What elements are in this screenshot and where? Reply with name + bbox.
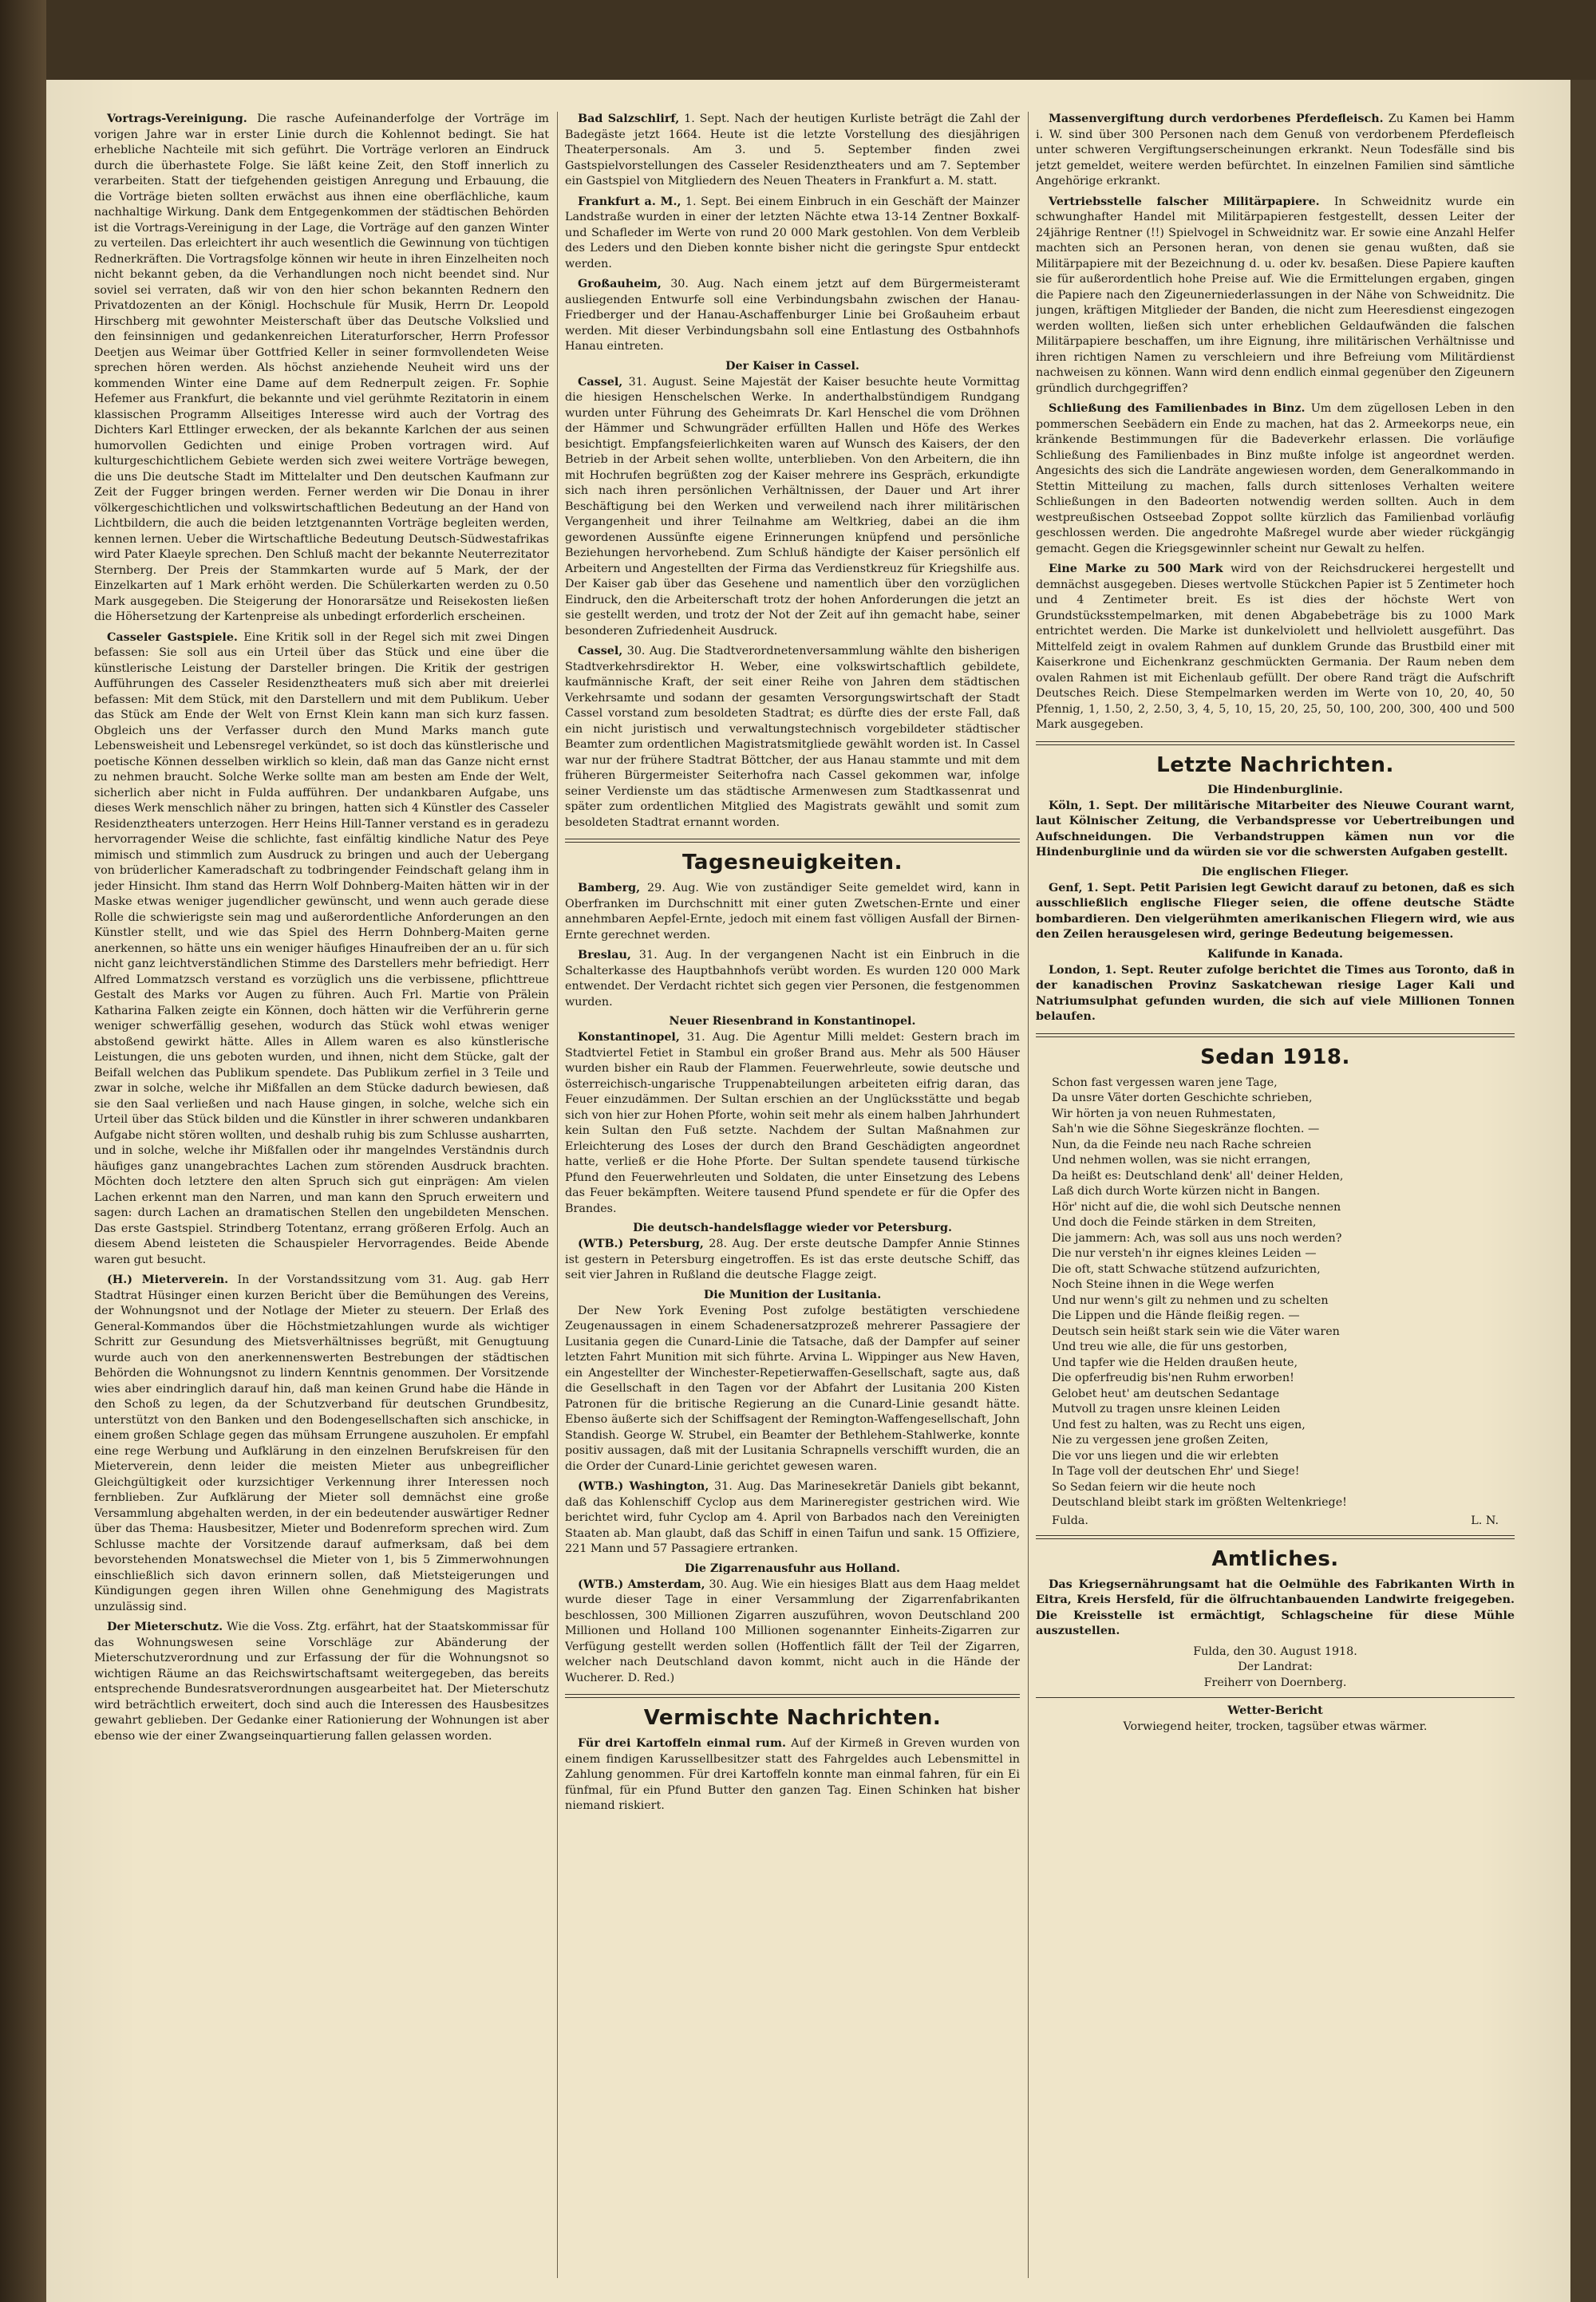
poem-line: Schon fast vergessen waren jene Tage, <box>1052 1076 1278 1089</box>
poem-line: Da heißt es: Deutschland denk' all' deiner Helden, <box>1052 1169 1344 1183</box>
article-frankfurt: Frankfurt a. M., 1. Sept. Bei einem Einbruch in ein Geschäft der Mainzer Landstraße wurden in einer der letzten Nächte etwa 13-14 Zentner Boxkalf- und Schafleder im Werte von rund 20 000 Mark gestohlen. Von dem Verbleib des Leders und den Dieben konnte bisher nicht die geringste Spur entdeckt werden. <box>565 195 1020 270</box>
section-divider <box>1036 1033 1515 1037</box>
article-salzschlirf: Bad Salzschlirf, 1. Sept. Nach der heutigen Kurliste beträgt die Zahl der Badegäste jetzt 1664. Heute ist die letzte Vorstellung des diesjährigen Theaterpersonals. Am 3. und 5. September finden zwei Gastspielvorstellungen des Casseler Residenztheaters und am 7. September ein Gastspiel von Mitgliedern des Neuen Theaters in Frankfurt a. M. statt. <box>565 113 1020 188</box>
poem-line: Nie zu vergessen jene großen Zeiten, <box>1052 1434 1269 1447</box>
article-stadtrat: Cassel, 30. Aug. Die Stadtverordnetenversammlung wählte den bisherigen Stadtverkehrsdirektor H. Weber, eine volkswirtschaftlich gebildete, kaufmännische Kraft, der seit einer Reihe von Jahren dem städtischen Verkehrsamte und sodann der gesamten Versorgungswirtschaft der Stadt Cassel vorstand zum besoldeten Stadtrat; es dürfte dies der erste Fall, daß ein nicht juristisch und verwaltungstechnisch vorgebildeter städtischer Beamter zum ordentlichen Magistratsmitgliede gewählt worden ist. In Cassel war nur der frühere Stadtrat Böttcher, der aus Hanau stammte und mit dem früheren Bürgermeister Seiterhofra nach Cassel gekommen war, infolge seiner Verdienste um das städtische Armenwesen zum Stadtkassenrat und später zum ordentlichen Mitglied des Magistrats gewählt und somit zum besoldeten Stadtrat ernannt worden. <box>565 645 1020 829</box>
section-divider <box>1036 741 1515 745</box>
poem-line: Sah'n wie die Söhne Siegeskränze flochten. — <box>1052 1123 1320 1135</box>
poem-line: Hör' nicht auf die, die wohl sich Deutsche nennen <box>1052 1200 1341 1214</box>
article-lusitania: Der New York Evening Post zufolge bestätigten verschiedene Zeugenaussagen in einem Schadenersatzprozeß mehrerer Passagiere der Lusitania gegen die Cunard-Linie die Tatsache, daß der Dampfer auf seiner letzten Fahrt Munition mit sich führte. Arvina L. Wippinger aus New Haven, ein Angestellter der Winchester-Repetierwaffen-Gesellschaft, sagte aus, daß die Gesellschaft in den Tagen vor der Abfahrt der Lusitania 200 Kisten Patronen für die britische Regierung an die Cunard-Linie gesandt hätte. Ebenso äußerte sich der Schiffsagent der Remington-Waffengesellschaft, John Standish. George W. Strubel, ein Beamter der Bethlehem-Stahlwerke, konnte positiv aussagen, daß mit der Lusitania Schrapnells verschifft wurden, die an die Order der Cunard-Linie gerichtet gewesen waren. <box>565 1304 1020 1473</box>
article-washington: (WTB.) Washington, 31. Aug. Das Marinesekretär Daniels gibt bekannt, daß das Kohlenschiff Cyclop aus dem Marineregister gestrichen wird. Wie berichtet wird, fuhr Cyclop am 4. April von Barbados nach den Vereinigten Staaten ab. Man glaubt, daß das Schiff in einen Taifun und sank. 15 Offiziere, 221 Mann und 57 Passagiere ertranken. <box>565 1480 1020 1555</box>
poem-line: Und nehmen wollen, was sie nicht errangen, <box>1052 1154 1311 1167</box>
poem-line: Die nur versteh'n ihr eignes kleines Leiden — <box>1052 1247 1317 1260</box>
poem-line: Und nur wenn's gilt zu nehmen und zu schelten <box>1052 1293 1329 1307</box>
article-pferdefleisch: Massenvergiftung durch verdorbenes Pferdefleisch. Zu Kamen bei Hamm i. W. sind über 300 Personen nach dem Genuß von verdorbenem Pferdefleisch unter schweren Vergiftungserscheinungen erkrankt. Neun Todesfälle sind bis jetzt gemeldet, weitere werden befürchtet. In einzelnen Familien sind sämtliche Angehörige erkrankt. <box>1036 113 1515 188</box>
article-grossauheim: Großauheim, 30. Aug. Nach einem jetzt auf dem Bürgermeisteramt ausliegenden Entwurfe soll eine Verbindungsbahn zwischen der Hanau-Friedberger und der Hanau-Aschaffenburger Linie bei Großauheim erbaut werden. Mit dieser Verbindungsbahn soll eine Entlastung des Ostbahnhofs Hanau eintreten. <box>565 278 1020 353</box>
poem-line: Noch Steine ihnen in die Wege werfen <box>1052 1278 1274 1291</box>
article-militaerpapiere: Vertriebsstelle falscher Militärpapiere. In Schweidnitz wurde ein schwunghafter Handel mit Militärpapieren festgestellt, dessen Leiter der 24jährige Rentner (!!) Spielvogel in Schweidnitz war. Er sowie eine Anzahl Helfer machten sich an Personen heran, von denen sie genau wußten, daß sie Militärpapiere mit der Bezeichnung d. u. oder kv. besaßen. Diese Papiere kauften sie für außerordentlich hohe Preise auf. Wie die Ermittelungen ergaben, gingen die Papiere nach den Zigeunerniederlassungen in der Nähe von Schweidnitz. Die jungen, kräftigen Mitglieder der Banden, die nicht zum Heeresdienst eingezogen werden wollten, ließen sich unter erheblichen Geldaufwänden die falschen Militärpapiere beschaffen, um ihre Eignung, ihre militärischen Verhältnisse und ihren richtigen Namen zu verschleiern und ihre Befreiung vom Militärdienst nachweisen zu können. Wann wird denn endlich einmal gegenüber den Zigeunern gründlich durchgegriffen? <box>1036 195 1515 395</box>
poem-sedan <box>1036 1076 1515 1511</box>
column-rule <box>557 112 558 2278</box>
section-subtitle: Kalifunde in Kanada. <box>1207 947 1343 961</box>
section-subtitle: Neuer Riesenbrand in Konstantinopel. <box>669 1015 916 1028</box>
section-heading: Amtliches. <box>1211 1546 1339 1571</box>
poem-line: Die vor uns liegen und die wir erlebten <box>1052 1449 1279 1463</box>
poem-line: Wir hörten ja von neuen Ruhmestaten, <box>1052 1107 1276 1120</box>
article-konstantinopel: Konstantinopel, 31. Aug. Die Agentur Milli meldet: Gestern brach im Stadtviertel Fetiet in Stambul ein großer Brand aus. Mehr als 500 Häuser wurden bisher ein Raub der Flammen. Feuerwehrleute, sowie deutsche und österreichisch-ungarische Truppenabteilungen arbeiteten eifrig daran, das Feuer einzudämmen. Der Sultan erschien an der Unglücksstätte und begab sich von hier zur Hohen Pforte, wohin seit mehr als einem halben Jahrhundert kein Sultan den Fuß setzte. Nachdem der Sultan Maßnahmen zur Erleichterung des Loses der durch den Brand Geschädigten angeordnet hatte, verließ er die Hohe Pforte. Der Sultan spendete tausend türkische Pfund den Feuerwehrleuten und Soldaten, die unter Einsetzung des Lebens das Feuer bekämpften. Weitere tausend Pfund spendete er für die Opfer des Brandes. <box>565 1031 1020 1215</box>
poem-title: Sedan 1918. <box>1200 1044 1350 1069</box>
scan-left-edge <box>0 0 46 2302</box>
article-kaiser: Cassel, 31. August. Seine Majestät der Kaiser besuchte heute Vormittag die hiesigen Henschelschen Werke. In anderthalbstündigem Rundgang wurden unter Führung des Geheimrats Dr. Karl Henschel die vom Dröhnen der Hämmer und Schwungräder erfüllten Hallen und Höfe des Werkes besichtigt. Empfangsfeierlichkeiten waren auf Wunsch des Kaisers, der den Betrieb in der Arbeit sehen wollte, unterblieben. Von den Arbeitern, die ihn mit Hochrufen begrüßten zog der Kaiser mehrere ins Gespräch, erkundigte sich nach ihren persönlichen Verhältnissen, der Dauer und Art ihrer Beschäftigung bei den Werken und verweilend nach ihrer militärischen Vergangenheit und ihrer Teilnahme am Weltkrieg, dabei an die ihm gewordenen Aussünfte eigene Erinnerungen knüpfend und persönliche Beziehungen hervorhebend. Zum Schluß händigte der Kaiser persönlich elf Arbeitern und Angestellten der Firma das Verdienstkreuz für Kriegshilfe aus. Der Kaiser gab über das Gesehene und namentlich über den vorzüglichen Eindruck, den die Arbeiterschaft trotz der hohen Anforderungen die jetzt an sie gestellt werden, und trotz der Not der Zeit auf ihn gemacht habe, seiner besonderen Zufriedenheit Ausdruck. <box>565 375 1020 638</box>
scan-top-edge <box>0 0 1596 80</box>
column-left <box>94 112 549 2278</box>
article-breslau: Breslau, 31. Aug. In der vergangenen Nacht ist ein Einbruch in die Schalterkasse des Hauptbahnhofs verübt worden. Es wurden 120 000 Mark entwendet. Der Verdacht richtet sich gegen vier Personen, die festgenommen wurden. <box>565 949 1020 1009</box>
article-bamberg: Bamberg, 29. Aug. Wie von zuständiger Seite gemeldet wird, kann in Oberfranken im Durchschnitt mit einer guten Zwetschen-Ernte und einer annehmbaren Aepfel-Ernte, jedoch mit einem fast völligen Ausfall der Birnen-Ernte gerechnet werden. <box>565 882 1020 942</box>
column-rule <box>1028 112 1029 2278</box>
poem-line: Und fest zu halten, was zu Recht uns eigen, <box>1052 1418 1306 1431</box>
section-subtitle: Die deutsch-handelsflagge wieder vor Petersburg. <box>633 1222 952 1234</box>
section-subtitle: Die Hindenburglinie. <box>1207 783 1343 796</box>
poem-line: Und treu wie alle, die für uns gestorben, <box>1052 1341 1288 1353</box>
poem-line: Mutvoll zu tragen unsre kleinen Leiden <box>1052 1403 1281 1416</box>
poem-line: Und doch die Feinde stärken in dem Streiten, <box>1052 1216 1317 1229</box>
article-gastspiele: Casseler Gastspiele. Eine Kritik soll in der Regel sich mit zwei Dingen befassen: Sie soll aus ein Urteil über das Stück und eine über die künstlerische Leistung der Darsteller bringen. Die Kritik der gestrigen Aufführungen des Casseler Residenztheaters muß sich aber mit dreierlei befassen: Mit dem Stück, mit den Darstellern und mit dem Publikum. Ueber das Stück am Ende der Welt von Ernst Klein kann man sich kurz fassen. Obgleich uns der Verfasser durch den Mund Marks manch gute Lebensweisheit und Lebensregel verkündet, so ist doch das künstlerische und poetische Können desselben wirklich so klein, daß man das Ganze nicht ernst zu nehmen braucht. Solche Werke sollte man am besten am Ende der Welt, sicherlich aber nicht in Fulda aufführen. Der undankbaren Aufgabe, uns dieses Werk menschlich näher zu bringen, hatten sich 4 Künstler des Casseler Residenztheaters unterzogen. Herr Heins Hill-Tanner verstand es in geradezu hervorragender Weise die schlichte, fast einfältig kindliche Natur des Peye mimisch und stimmlich zum Ausdruck zu bringen und auch der Uebergang von brüderlicher Kameradschaft zu todbringender Feindschaft gelang ihm in jeder Hinsicht. Ihm stand das Herrn Wolf Dohnberg-Maiten hätten wir in der Maske etwas weniger jugendlicher gewünscht, und wenn auch gerade diese Rolle die schwierigste sein mag und außerordentliche Anforderungen an den Künstler stellt, und wie das Spiel des Herrn Dohnberg-Maiten gerne anerkennen, so hätte uns ein weniger häufiges Hinaufreiben der an u. für sich nicht ganz leichtverständlichen Stimme des Darstellers mehr befriedigt. Herr Alfred Lommatzsch verstand es vorzüglich uns die verbissene, pflichttreue Gestalt des Marks vor Augen zu führen. Auch Frl. Martie von Prälein Katharina Falken zeigte ein Können, doch hätten wir die Verführerin gerne weniger schwerfällig gesehen, wodurch das Stück wohl etwas weniger abstoßend gewirkt hätte. Alles in Allem waren es also künstlerische Leistungen, die uns geboten wurden, und ihnen, nicht dem Stücke, galt der Beifall welchen das Publikum spendete. Das Publikum zerfiel in 3 Teile und zwar in solche, welche ihr Mißfallen an dem Stücke dadurch bewiesen, daß sie den Saal verließen und nach Hause gingen, in solche, welche sich ein Urteil über das Stück bilden und die Künstler in ihrer schweren undankbaren Aufgabe nicht stören wollten, und deshalb ruhig bis zum Schlusse ausharrten, und in solche, welche ihr Mißfallen oder ihr mangelndes Verständnis durch häufiges ganz unangebrachtes Lachen zum störenden Ausdruck brachten. Möchten doch letztere den alten Spruch sich gut einprägen: Am vielen Lachen erkennt man den Narren, und man kann den Spruch erweitern und sagen: durch Lachen an dramatischen Stellen den ungebildeten Menschen. Das erste Gastspiel. Strindberg Totentanz, errang größeren Erfolg. Auch an diesem Abend leisteten die Schauspieler Hervorragendes. Beide Abende waren gut besucht. <box>94 630 549 1266</box>
notice-signer-name: Freiherr von Doernberg. <box>1203 1676 1347 1689</box>
article-london: London, 1. Sept. Reuter zufolge berichtet die Times aus Toronto, daß in der kanadischen Provinz Saskatchewan riesige Lager Kali und Natriumsulphat gefunden wurden, die sich auf viele Millionen Tonnen belaufen. <box>1036 963 1515 1023</box>
poem-line: Und tapfer wie die Helden draußen heute, <box>1052 1356 1298 1369</box>
poem-line: Deutsch sein heißt stark sein wie die Väter waren <box>1052 1325 1340 1338</box>
poem-line: Gelobet heut' am deutschen Sedantage <box>1052 1387 1280 1400</box>
section-divider <box>1036 1535 1515 1539</box>
article-koeln: Köln, 1. Sept. Der militärische Mitarbeiter des Nieuwe Courant warnt, laut Kölnischer Zeitung, die Verbandspresse vor Uebertreibungen und Aufschneidungen. Die Verbandstruppen kämen nun vor die Hindenburglinie und da würden sie vor die schwersten Aufgaben gestellt. <box>1036 799 1515 859</box>
article-vortrags: Vortrags-Vereinigung. Die rasche Aufeinanderfolge der Vorträge im vorigen Jahre war in erster Linie durch die Kohlennot bedingt. Sie hat erhebliche Nachteile mit sich geführt. Die Vorträge verloren an Eindruck durch die überhastete Folge. Sie läßt keine Zeit, den Stoff innerlich zu verarbeiten. Statt der tiefgehenden geistigen Anregung und Erbauung, die die Vorträge bieten sollten erwächst aus ihnen eine oberflächliche, kaum nachhaltige Wirkung. Dank dem Entgegenkommen der städtischen Behörden ist die Vortrags-Vereinigung in der Lage, die Vorträge auf den ganzen Winter zu verteilen. Das erleichtert ihr auch wesentlich die Gewinnung von tüchtigen Rednerkräften. Die Vortragsfolge können wir heute in ihren Einzelheiten noch nicht bekannt geben, da die Verhandlungen noch nicht beendet sind. Nur soviel sei verraten, daß wir von den hier schon bekannten Rednern den Privatdozenten an der Königl. Hochschule für Musik, Herrn Dr. Leopold Hirschberg mit gewohnter Meisterschaft über das Deutsche Volkslied und den feinsinnigen und gedankenreichen Literaturforscher, Herrn Professor Deetjen aus Weimar über Gottfried Keller in seiner formvollendeten Weise sprechen hören werden. Als höchst anziehende Neuheit wird uns der kommenden Winter eine Dame auf dem Rednerpult zeigen. Fr. Sophie Hefemer aus Frankfurt, die bekannte und viel gerühmte Rezitatorin in einem klassischen Programm Allseitiges Interesse wird auch der Vortrag des Dichters Karl Ettlinger erwecken, der als bekannte Karlchen der aus seinen humorvollen Gedichten und einige Proben vortragen wird. Auf kulturgeschichtlichem Gebiete werden sich zwei weitere Vorträge bewegen, die uns Die deutsche Stadt im Mittelalter und Den deutschen Kaufmann zur Zeit der Fugger bringen werden. Ferner werden wir Die Donau in ihrer völkergeschichtlichen und volkswirtschaftlichen Bedeutung an der Hand von Lichtbildern, die auch die beiden letztgenannten Vorträge begleiten werden, kennen lernen. Ueber die Wirtschaftliche Bedeutung Deutsch-Südwestafrikas wird Pater Klaeyle sprechen. Den Schluß macht der bekannte Neuterrezitator Sternberg. Der Preis der Stammkarten wurde auf 5 Mark, der der Einzelkarten auf 1 Mark erhöht werden. Die Schülerkarten werden zu 0.50 Mark ausgegeben. Die Steigerung der Honorarsätze und Reisekosten ließen die Höhersetzung der Kartenpreise als unbedingt erforderlich erscheinen. <box>94 113 549 623</box>
column-middle <box>565 112 1020 2278</box>
newspaper-page <box>46 80 1570 2302</box>
poem-line: Laß dich durch Worte kürzen nicht in Bangen. <box>1052 1185 1321 1198</box>
poem-line: Die Lippen und die Hände fleißig regen. — <box>1052 1309 1300 1322</box>
article-amsterdam: (WTB.) Amsterdam, 30. Aug. Wie ein hiesiges Blatt aus dem Haag meldet wurde dieser Tage in einer Versammlung der Zigarrenfabrikanten beschlossen, 300 Millionen Zigarren auszuführen, wovon Deutschland 200 Millionen und Holland 100 Millionen sogenannter Einheits-Zigarren zur Verfügung gestellt werden sollen (Hoffentlich fällt der Teil der Zigarren, welcher nach Deutschland davon kommt, nicht auch in die Hände der Wucherer. D. Red.) <box>565 1577 1020 1684</box>
notice-oelmuehle: Das Kriegsernährungsamt hat die Oelmühle des Fabrikanten Wirth in Eitra, Kreis Hersfeld, für die ölfruchtanbauenden Landwirte freigegeben. Die Kreisstelle ist ermächtigt, Schlagscheine für diese Mühle auszustellen. <box>1036 1577 1515 1637</box>
poem-line: So Sedan feiern wir die heute noch <box>1052 1480 1256 1494</box>
section-divider <box>1036 1697 1515 1698</box>
section-heading: Letzte Nachrichten. <box>1156 752 1394 777</box>
poem-line: Die jammern: Ach, was soll aus uns noch werden? <box>1052 1231 1342 1245</box>
poem-line: Die oft, statt Schwache stützend aufzurichten, <box>1052 1262 1321 1276</box>
section-divider <box>565 839 1020 843</box>
section-subtitle: Die Zigarrenausfuhr aus Holland. <box>685 1562 900 1575</box>
section-subtitle: Die Munition der Lusitania. <box>703 1288 882 1301</box>
section-heading: Tagesneuigkeiten. <box>682 851 903 875</box>
section-subtitle: Wetter-Bericht <box>1227 1704 1323 1717</box>
article-mieterverein: (H.) Mieterverein. In der Vorstandssitzung vom 31. Aug. gab Herr Stadtrat Hüsinger einen kurzen Bericht über die Bemühungen des Vereins, der Wohnungsnot und der Notlage der Mieter zu steuern. Der Erlaß des General-Kommandos über die Höchstmietzahlungen wurde als wichtiger Schritt zur Gesundung des Mietsverhältnisses begrüßt, mit Genugtuung wurde auch von den anerkennenswerten Bestrebungen der städtischen Behörden die Wohnungsnot zu lindern Kenntnis genommen. Der Vorsitzende wies aber eindringlich darauf hin, daß man keinen Grund habe die Hände in den Schoß zu legen, da der Schutzverband für deutschen Grundbesitz, unterstützt von den Banken und den Bodengesellschaften sich anschicke, in einem großen Schlage gegen das mühsam Errungene auszuholen. Er empfahl eine rege Werbung und Aufklärung in den einzelnen Berufskreisen für den Mieterverein, denn leider die meisten Mieter aus unbegreiflicher Gleichgültigkeit oder kurzsichtiger Verkennung ihrer Interessen noch fernblieben. Zur Aufklärung der Mieter soll demnächst eine große Versammlung abgehalten werden, in der ein bedeutender auswärtiger Redner über das Thema: Hausbesitzer, Mieter und Bodenreform sprechen wird. Zum Schlusse machte der Vorsitzende darauf aufmerksam, daß bei dem bevorstehenden Monatswechsel die Mieter von 1, bis 5 Zimmerwohnungen einschließlich sich davon erinnern sollen, daß Mietsteigerungen und Kündigungen gegen ihren Willen ohne Genehmigung des Magistrats unzulässig sind. <box>94 1273 549 1613</box>
section-divider <box>565 1694 1020 1698</box>
article-marke: Eine Marke zu 500 Mark wird von der Reichsdruckerei hergestellt und demnächst ausgegeben. Dieses wertvolle Stückchen Papier ist 5 Zentimeter hoch und 4 Zentimeter breit. Es ist dies der höchste Wert von Grundstücksstempelmarken, mit denen Abgabebeträge bis zu 1000 Mark entrichtet werden. Die Marke ist dunkelviolett und hellviolett ausgeführt. Das Mittelfeld zeigt in ovalem Rahmen auf dunklem Grunde das Brustbild einer mit Kaiserkrone und Eichenkranz geschmückten Germania. Der Raum neben dem ovalen Rahmen ist mit Eichenlaub gefüllt. Der obere Rand trägt die Aufschrift Deutsches Reich. Diese Stempelmarken werden im Werte von 10, 20, 40, 50 Pfennig, 1, 1.50, 2, 2.50, 3, 4, 5, 10, 15, 20, 25, 50, 100, 200, 300, 400 und 500 Mark ausgegeben. <box>1036 563 1515 731</box>
poem-line: Die opferfreudig bis'nen Ruhm erworben! <box>1052 1372 1294 1384</box>
article-genf: Genf, 1. Sept. Petit Parisien legt Gewicht darauf zu betonen, daß es sich ausschließlich englische Flieger seien, die offene deutsche Städte bombardieren. Den vielgerühmten amerikanischen Fliegern wird, wie aus den Zeilen herausgelesen wird, geringe Bedeutung beigemessen. <box>1036 881 1515 941</box>
poem-signature <box>1052 1514 1499 1527</box>
section-subtitle: Der Kaiser in Cassel. <box>725 359 859 373</box>
column-right <box>1036 112 1515 2278</box>
poem-author: L. N. <box>1471 1514 1499 1527</box>
article-binz: Schließung des Familienbades in Binz. Um dem zügellosen Leben in den pommerschen Seebädern ein Ende zu machen, hat das 2. Armeekorps neue, ein kränkende Bestimmungen für die Badeverkehr erlassen. Die vorläufige Schließung des Familienbades in Binz mußte infolge ist angeordnet werden. Angesichts des sich die Landräte angewiesen worden, dem Generalkommando in Stettin Mitteilung zu machen, falls durch sittenloses Verhalten weitere Schließungen in den Badeorten notwendig werden sollten. Auch in dem westpreußischen Ostseebad Zoppot sollte kürzlich das Familienbad vorläufig geschlossen werden. Die angedrohte Maßregel wurde aber wieder rückgängig gemacht. Gegen die Kriegsgewinnler scheint nur Gewalt zu helfen. <box>1036 402 1515 555</box>
weather-report: Vorwiegend heiter, trocken, tagsüber etwas wärmer. <box>1123 1720 1428 1733</box>
notice-signer-title: Der Landrat: <box>1238 1660 1313 1673</box>
poem-line: Da unsre Väter dorten Geschichte schrieben, <box>1052 1092 1313 1104</box>
article-petersburg: (WTB.) Petersburg, 28. Aug. Der erste deutsche Dampfer Annie Stinnes ist gestern in Petersburg eingetroffen. Es ist das erste deutsche Schiff, das seit vier Jahren in Rußland die deutsche Flagge zeigt. <box>565 1238 1020 1281</box>
poem-line: Nun, da die Feinde neu nach Rache schreien <box>1052 1138 1312 1151</box>
poem-line: In Tage voll der deutschen Ehr' und Siege! <box>1052 1465 1300 1478</box>
poem-line: Deutschland bleibt stark im größten Weltenkriege! <box>1052 1496 1347 1509</box>
article-kartoffeln: Für drei Kartoffeln einmal rum. Auf der Kirmeß in Greven wurden von einem findigen Karussellbesitzer statt des Fahrgeldes auch Lebensmittel in Zahlung genommen. Für drei Kartoffeln konnte man einmal fahren, für ein Ei fünfmal, für ein Pfund Butter den ganzen Tag. Einen Schinken hat bisher niemand riskiert. <box>565 1737 1020 1812</box>
section-heading: Vermischte Nachrichten. <box>643 1706 942 1730</box>
notice-date: Fulda, den 30. August 1918. <box>1193 1645 1357 1658</box>
article-mieterschutz: Der Mieterschutz. Wie die Voss. Ztg. erfährt, hat der Staatskommissar für das Wohnungswesen seine Vorschläge zur Abänderung der Mieterschutzverordnung und zur Erfassung der für die Wohnungsnot so wichtigen Räume an das Reichswirtschaftsamt weitergegeben, das bereits entsprechende Bundesratsverordnungen ausgearbeitet hat. Der Mieterschutz wird beträchtlich erweitert, doch sind auch die Interessen des Hausbesitzes gewahrt geblieben. Der Gedanke einer Rationierung der Wohnungen ist aber ebenso wie der einer Zwangseinquartierung fallen gelassen worden. <box>94 1621 549 1743</box>
section-subtitle: Die englischen Flieger. <box>1201 865 1349 879</box>
poem-place: Fulda. <box>1052 1514 1088 1527</box>
